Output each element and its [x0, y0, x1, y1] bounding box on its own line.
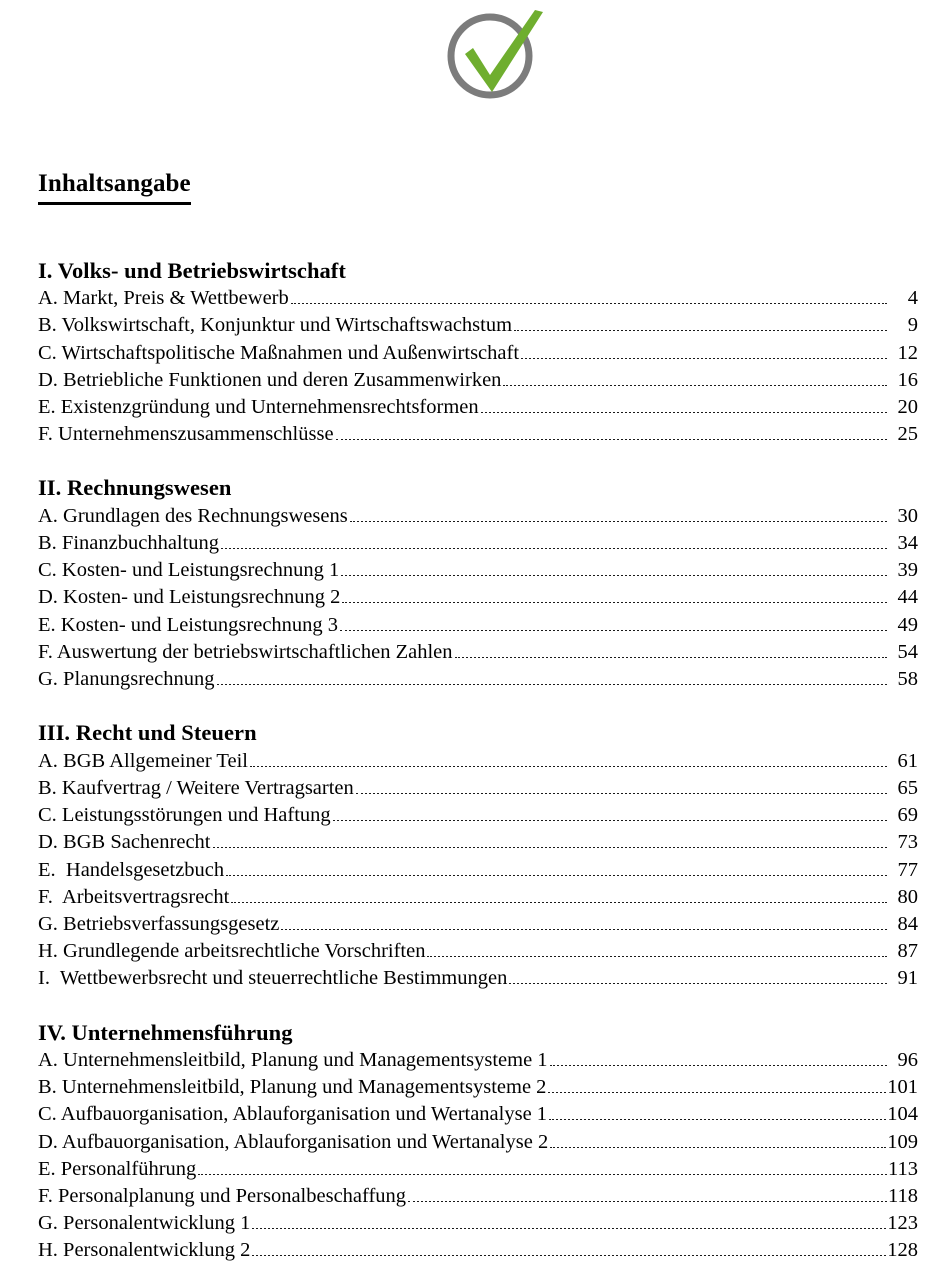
toc-entry-title: G. Personalentwicklung 1 — [38, 1212, 251, 1235]
toc-section — [38, 257, 918, 449]
toc-entry[interactable] — [38, 1074, 918, 1101]
toc-dot-leader — [252, 1228, 886, 1229]
toc-dot-leader — [549, 1119, 886, 1120]
toc-entry-title: I. Wettbewerbsrecht und steuerrechtliche Bestimmungen — [38, 967, 508, 990]
toc-entry-page-number: 128 — [887, 1239, 918, 1262]
green-check-circle-icon — [443, 4, 547, 108]
toc-entry-title: C. Wirtschaftspolitische Maßnahmen und Außenwirtschaft — [38, 341, 520, 364]
toc-dot-leader — [221, 548, 887, 549]
toc-entry[interactable] — [38, 1047, 918, 1074]
toc-dot-leader — [550, 1147, 886, 1148]
toc-dot-leader — [550, 1065, 887, 1066]
toc-entry-title: A. Unternehmensleitbild, Planung und Managementsysteme 1 — [38, 1048, 548, 1071]
toc-entry-page-number: 91 — [897, 967, 918, 990]
toc-entry-page-number: 113 — [888, 1157, 918, 1180]
toc-dot-leader — [356, 793, 887, 794]
toc-section — [38, 719, 918, 992]
toc-entry[interactable] — [38, 639, 918, 666]
toc-dot-leader — [342, 602, 887, 603]
toc-entry[interactable] — [38, 829, 918, 856]
toc-section-heading: IV. Unternehmensführung — [38, 1019, 293, 1045]
toc-entry[interactable] — [38, 367, 918, 394]
toc-entry[interactable] — [38, 612, 918, 639]
toc-entry-title: A. Markt, Preis & Wettbewerb — [38, 287, 289, 310]
toc-entry-title: D. Betriebliche Funktionen und deren Zusammenwirken — [38, 368, 502, 391]
toc-dot-leader — [548, 1092, 886, 1093]
toc-entry-title: A. Grundlagen des Rechnungswesens — [38, 504, 348, 527]
toc-entry[interactable] — [38, 340, 918, 367]
toc-dot-leader — [509, 983, 887, 984]
toc-entry[interactable] — [38, 748, 918, 775]
toc-entry[interactable] — [38, 312, 918, 339]
toc-entry[interactable] — [38, 802, 918, 829]
toc-entry[interactable] — [38, 285, 918, 312]
toc-entry-page-number: 58 — [897, 668, 918, 691]
toc-dot-leader — [226, 875, 887, 876]
toc-dot-leader — [521, 358, 887, 359]
toc-dot-leader — [217, 684, 887, 685]
toc-entry[interactable] — [38, 938, 918, 965]
toc-section-heading: I. Volks- und Betriebswirtschaft — [38, 257, 346, 283]
toc-entry-page-number: 123 — [887, 1212, 918, 1235]
page-title: Inhaltsangabe — [38, 170, 191, 205]
toc-entry-title: C. Kosten- und Leistungsrechnung 1 — [38, 559, 340, 582]
toc-entry-title: E. Handelsgesetzbuch — [38, 858, 225, 881]
toc-entry-page-number: 61 — [897, 749, 918, 772]
toc-entry[interactable] — [38, 1129, 918, 1156]
toc-entry[interactable] — [38, 857, 918, 884]
toc-entry-page-number: 39 — [897, 559, 918, 582]
toc-entry-page-number: 25 — [897, 423, 918, 446]
toc-entry-title: E. Existenzgründung und Unternehmensrechtsformen — [38, 396, 479, 418]
toc-entry-title: F. Auswertung der betriebswirtschaftlichen Zahlen — [38, 640, 453, 663]
toc-dot-leader — [198, 1174, 887, 1175]
toc-entry-title: H. Personalentwicklung 2 — [38, 1239, 251, 1262]
toc-entry-page-number: 30 — [897, 504, 918, 527]
toc-entry-title: E. Personalführung — [38, 1157, 197, 1180]
toc-entry-page-number: 77 — [897, 858, 918, 881]
toc-entry-title: E. Kosten- und Leistungsrechnung 3 — [38, 613, 339, 636]
toc-dot-leader — [250, 766, 887, 767]
toc-entry[interactable] — [38, 557, 918, 584]
toc-entry-page-number: 12 — [897, 341, 918, 364]
toc-entry[interactable] — [38, 394, 918, 421]
toc-entry-page-number: 20 — [897, 396, 918, 418]
toc-entry-page-number: 54 — [897, 640, 918, 663]
toc-dot-leader — [336, 439, 887, 440]
toc-entry[interactable] — [38, 1156, 918, 1183]
toc-entry-page-number: 96 — [897, 1048, 918, 1071]
toc-entry-page-number: 65 — [897, 776, 918, 799]
toc-dot-leader — [350, 521, 887, 522]
toc-entry-title: D. Kosten- und Leistungsrechnung 2 — [38, 586, 341, 609]
toc-entry[interactable] — [38, 1237, 918, 1264]
toc-entry-page-number: 9 — [907, 314, 918, 337]
toc-dot-leader — [340, 630, 887, 631]
toc-entry-title: C. Leistungsstörungen und Haftung — [38, 804, 331, 827]
toc-entry[interactable] — [38, 965, 918, 992]
toc-entry-page-number: 87 — [897, 940, 918, 963]
toc-entry[interactable] — [38, 775, 918, 802]
toc-entry-title: F. Unternehmenszusammenschlüsse — [38, 423, 334, 446]
document-header-logo-area — [0, 0, 945, 118]
toc-entry[interactable] — [38, 911, 918, 938]
toc-entry-page-number: 104 — [887, 1103, 918, 1126]
toc-dot-leader — [503, 385, 887, 386]
toc-entry-title: B. Finanzbuchhaltung — [38, 532, 220, 555]
toc-entry-page-number: 16 — [897, 368, 918, 391]
toc-entry[interactable] — [38, 421, 918, 448]
toc-entry-title: G. Planungsrechnung — [38, 668, 215, 691]
toc-dot-leader — [455, 657, 887, 658]
toc-entry-page-number: 44 — [897, 586, 918, 609]
toc-entry-title: B. Kaufvertrag / Weitere Vertragsarten — [38, 776, 354, 799]
toc-entry-title: F. Arbeitsvertragsrecht — [38, 885, 230, 908]
toc-section — [38, 474, 918, 693]
toc-section — [38, 1019, 918, 1265]
toc-entry-page-number: 49 — [897, 613, 918, 636]
toc-entry[interactable] — [38, 884, 918, 911]
toc-dot-leader — [408, 1201, 887, 1202]
toc-entry-page-number: 4 — [907, 287, 918, 310]
toc-dot-leader — [481, 412, 887, 413]
toc-dot-leader — [341, 575, 887, 576]
toc-dot-leader — [291, 303, 887, 304]
toc-entry-page-number: 73 — [897, 831, 918, 854]
toc-entry-title: B. Volkswirtschaft, Konjunktur und Wirtschaftswachstum — [38, 314, 513, 337]
toc-dot-leader — [231, 902, 887, 903]
toc-entry-page-number: 109 — [887, 1130, 918, 1153]
toc-dot-leader — [281, 929, 887, 930]
toc-entry-title: D. Aufbauorganisation, Ablauforganisation und Wertanalyse 2 — [38, 1130, 549, 1153]
document-body — [38, 170, 918, 1265]
toc-dot-leader — [514, 330, 887, 331]
toc-entry-page-number: 69 — [897, 804, 918, 827]
toc-entry[interactable] — [38, 530, 918, 557]
toc-entry-title: A. BGB Allgemeiner Teil — [38, 749, 248, 772]
toc-entry-title: G. Betriebsverfassungsgesetz — [38, 912, 280, 935]
toc-entry[interactable] — [38, 584, 918, 611]
toc-entry-page-number: 34 — [897, 532, 918, 555]
toc-entry-title: H. Grundlegende arbeitsrechtliche Vorschriften — [38, 940, 426, 963]
toc-entry-title: C. Aufbauorganisation, Ablauforganisation und Wertanalyse 1 — [38, 1103, 548, 1126]
table-of-contents — [38, 257, 918, 1265]
toc-section-heading: II. Rechnungswesen — [38, 475, 232, 501]
toc-entry-title: D. BGB Sachenrecht — [38, 831, 211, 854]
toc-dot-leader — [427, 956, 887, 957]
toc-entry[interactable] — [38, 1210, 918, 1237]
toc-dot-leader — [213, 847, 888, 848]
toc-dot-leader — [333, 820, 887, 821]
toc-entry[interactable] — [38, 666, 918, 693]
toc-entry[interactable] — [38, 503, 918, 530]
toc-entry[interactable] — [38, 1101, 918, 1128]
toc-entry-page-number: 84 — [897, 912, 918, 935]
toc-entry-page-number: 101 — [887, 1076, 918, 1099]
toc-entry-page-number: 80 — [897, 885, 918, 908]
toc-section-heading: III. Recht und Steuern — [38, 720, 257, 746]
toc-entry-page-number: 118 — [888, 1184, 918, 1207]
toc-dot-leader — [252, 1255, 886, 1256]
toc-entry-title: B. Unternehmensleitbild, Planung und Managementsysteme 2 — [38, 1076, 547, 1099]
toc-entry-title: F. Personalplanung und Personalbeschaffung — [38, 1184, 407, 1207]
toc-entry[interactable] — [38, 1183, 918, 1210]
